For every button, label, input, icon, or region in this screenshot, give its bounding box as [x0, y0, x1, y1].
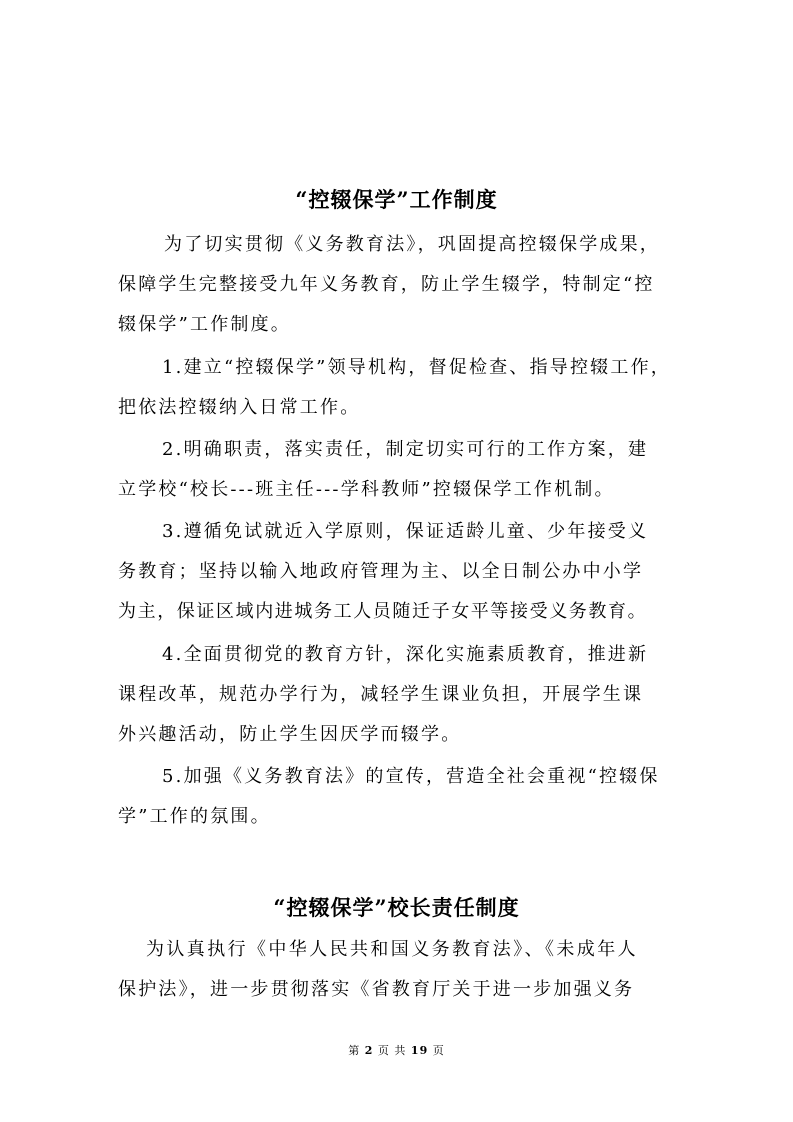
section-2-line-2: 保护法》，进一步贯彻落实《省教育厅关于进一步加强义务	[118, 979, 635, 1000]
section-1-line-6: 2.明确职责，落实责任，制定切实可行的工作方案，建	[162, 439, 649, 460]
footer-suffix: 页	[432, 1044, 445, 1057]
footer-prefix: 第	[348, 1044, 361, 1057]
section-2-line-1: 为认真执行《中华人民共和国义务教育法》、《未成年人	[146, 939, 638, 960]
footer-page-number: 2	[364, 1044, 374, 1057]
section-1-line-9: 务教育；坚持以输入地政府管理为主、以全日制公办中小学	[118, 561, 644, 582]
section-1-line-4: 1.建立“控辍保学”领导机构，督促检查、指导控辍工作，	[162, 357, 671, 378]
section-1-line-10: 为主，保证区域内进城务工人员随迁子女平等接受义务教育。	[118, 601, 648, 622]
section-1-line-8: 3.遵循免试就近入学原则，保证适龄儿童、少年接受义	[162, 521, 649, 542]
section-1-line-14: 5.加强《义务教育法》的宣传，营造全社会重视“控辍保	[162, 766, 660, 787]
footer-middle: 页 共	[377, 1044, 407, 1057]
section-1-line-2: 保障学生完整接受九年义务教育，防止学生辍学，特制定“控	[118, 274, 655, 295]
section-1-line-7: 立学校“校长---班主任---学科教师”控辍保学工作机制。	[118, 479, 615, 500]
section-2-title: “控辍保学”校长责任制度	[273, 895, 520, 920]
footer-total-pages: 19	[410, 1044, 429, 1057]
section-1-line-12: 课程改革，规范办学行为，减轻学生课业负担，开展学生课	[118, 684, 644, 705]
section-1-line-3: 辍保学”工作制度。	[118, 314, 292, 335]
section-1-line-13: 外兴趣活动，防止学生因厌学而辍学。	[118, 724, 462, 745]
section-1-line-5: 把依法控辍纳入日常工作。	[118, 397, 361, 418]
section-1-title: “控辍保学”工作制度	[295, 187, 498, 212]
section-1-line-1: 为了切实贯彻《义务教育法》，巩固提高控辍保学成果，	[164, 234, 660, 255]
page-footer	[0, 1043, 793, 1059]
section-1-line-11: 4.全面贯彻党的教育方针，深化实施素质教育，推进新	[162, 644, 649, 665]
section-1-line-15: 学”工作的氛围。	[118, 806, 271, 827]
